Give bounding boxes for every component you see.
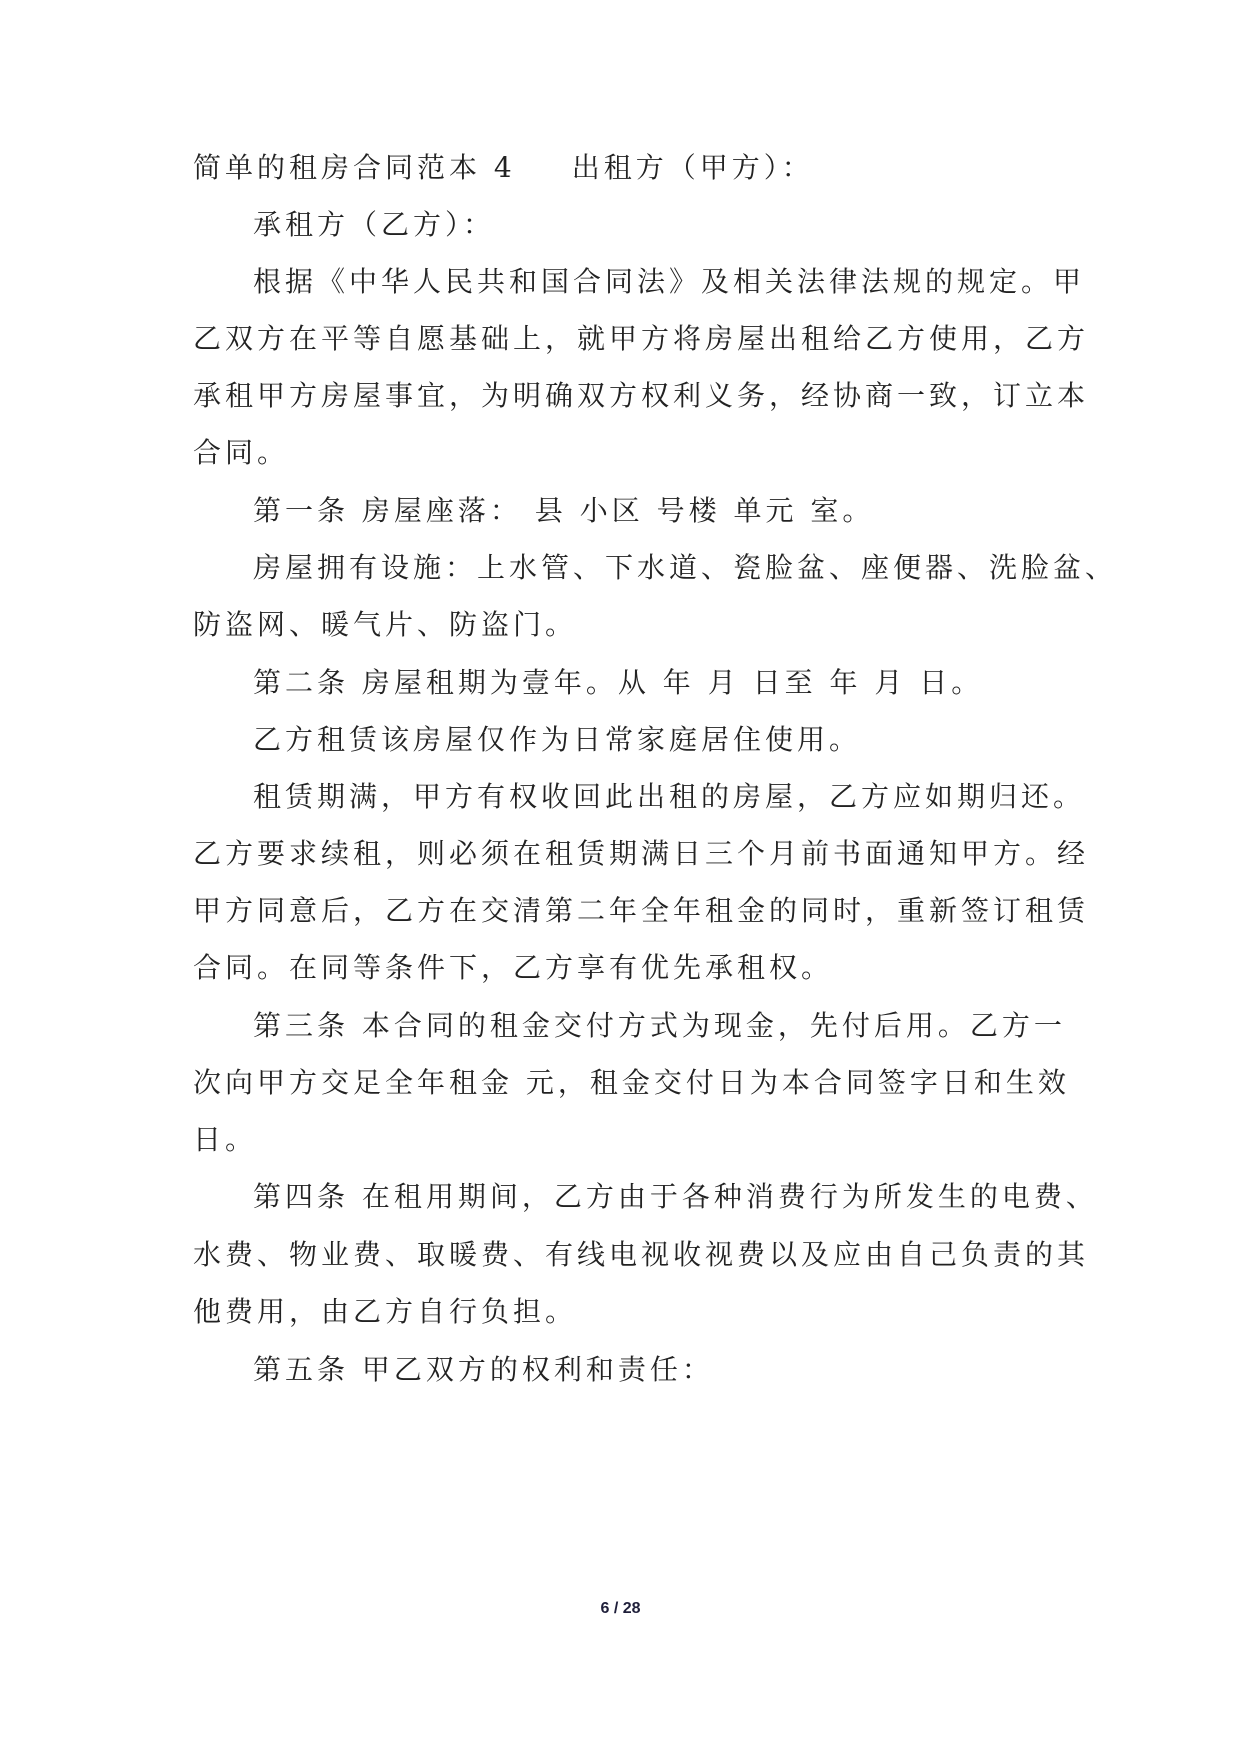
clause-5: 第五条 甲乙双方的权利和责任： [253, 1353, 714, 1386]
paragraph-line: 次向甲方交足全年租金 元，租金交付日为本合同签字日和生效 [193, 1066, 1070, 1099]
page-number: 6 / 28 [600, 1600, 641, 1617]
paragraph-line: 承租甲方房屋事宜，为明确双方权利义务，经协商一致，订立本 [193, 379, 1090, 412]
paragraph-line: 合同。 [193, 436, 290, 469]
paragraph-line: 防盗网、暖气片、防盗门。 [193, 608, 578, 641]
paragraph-line: 甲方同意后，乙方在交清第二年全年租金的同时，重新签订租赁 [193, 894, 1090, 927]
paragraph-line: 房屋拥有设施：上水管、下水道、瓷脸盆、座便器、洗脸盆、 [253, 551, 1118, 584]
paragraph-line: 水费、物业费、取暖费、有线电视收视费以及应由自己负责的其 [193, 1238, 1090, 1271]
clause-3: 第三条 本合同的租金交付方式为现金，先付后用。乙方一 [253, 1009, 1066, 1042]
lessee-label: 承租方（乙方）： [253, 208, 496, 241]
clause-2: 第二条 房屋租期为壹年。从 年 月 日至 年 月 日。 [253, 666, 984, 699]
paragraph-line: 乙方要求续租，则必须在租赁期满日三个月前书面通知甲方。经 [193, 837, 1090, 870]
document-title: 简单的租房合同范本 4 [193, 151, 516, 184]
title-line [193, 148, 814, 188]
lessor-label: 出租方（甲方）： [571, 151, 814, 184]
clause-4: 第四条 在租用期间，乙方由于各种消费行为所发生的电费、 [253, 1180, 1098, 1213]
paragraph-line: 租赁期满，甲方有权收回此出租的房屋，乙方应如期归还。 [253, 780, 1086, 813]
paragraph-line: 乙双方在平等自愿基础上，就甲方将房屋出租给乙方使用，乙方 [193, 322, 1090, 355]
clause-1: 第一条 房屋座落： 县 小区 号楼 单元 室。 [253, 494, 875, 527]
paragraph-line: 日。 [193, 1123, 258, 1156]
paragraph-line: 乙方租赁该房屋仅作为日常家庭居住使用。 [253, 723, 862, 756]
paragraph-line: 根据《中华人民共和国合同法》及相关法律法规的规定。甲 [253, 265, 1086, 298]
paragraph-line: 他费用，由乙方自行负担。 [193, 1295, 578, 1328]
paragraph-line: 合同。在同等条件下，乙方享有优先承租权。 [193, 951, 834, 984]
